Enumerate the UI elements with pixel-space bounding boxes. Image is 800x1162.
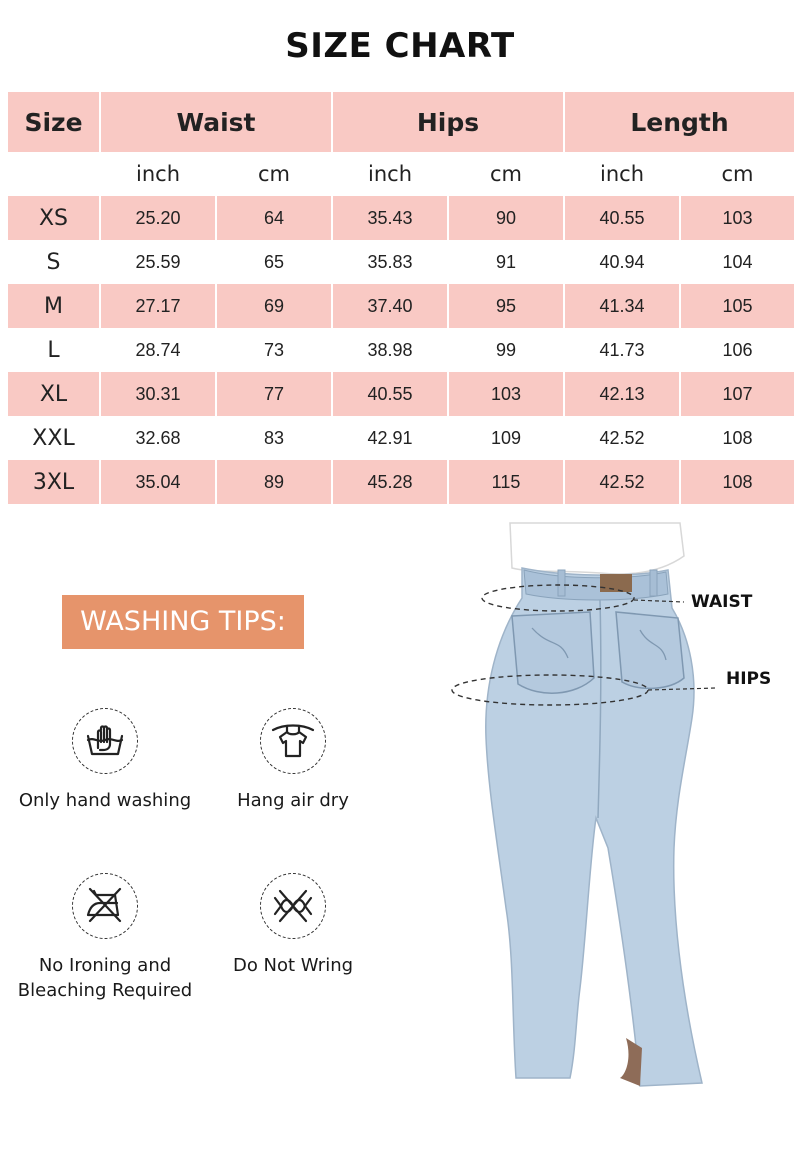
waist-inch-cell: 27.17 xyxy=(101,284,215,328)
waist-cm-cell: 77 xyxy=(217,372,331,416)
size-cell: L xyxy=(47,337,60,363)
hips-inch-cell: 45.28 xyxy=(333,460,447,504)
hips-cm-cell: 103 xyxy=(449,372,563,416)
hang-dry-icon xyxy=(260,708,326,774)
waist-cm-cell: 73 xyxy=(263,339,285,360)
unit-length-inch: inch xyxy=(600,162,644,186)
length-cm-cell: 108 xyxy=(722,427,753,448)
hips-inch-cell: 35.83 xyxy=(367,251,413,272)
hips-cm-cell: 91 xyxy=(495,251,517,272)
length-inch-cell: 41.73 xyxy=(599,339,645,360)
waist-inch-cell: 35.04 xyxy=(101,460,215,504)
hips-inch-cell: 42.91 xyxy=(367,427,413,448)
hips-inch-cell: 35.43 xyxy=(333,196,447,240)
unit-row xyxy=(8,152,794,196)
tip-hand-wash xyxy=(10,708,200,813)
unit-empty xyxy=(8,152,99,196)
unit-hips-cm: cm xyxy=(489,162,522,186)
size-cell: XL xyxy=(8,372,99,416)
hips-cm-cell: 95 xyxy=(449,284,563,328)
length-cm-cell: 105 xyxy=(681,284,794,328)
hips-inch-cell: 38.98 xyxy=(367,339,413,360)
header-size: Size xyxy=(8,92,99,152)
length-cm-cell: 104 xyxy=(722,251,753,272)
length-inch-cell: 41.34 xyxy=(565,284,679,328)
hips-cm-cell: 99 xyxy=(495,339,517,360)
hips-inch-cell: 40.55 xyxy=(333,372,447,416)
tip-label: Do Not Wring xyxy=(232,955,354,976)
waist-inch-cell: 28.74 xyxy=(135,339,181,360)
table-row xyxy=(8,328,794,372)
size-cell: XS xyxy=(8,196,99,240)
length-cm-cell: 106 xyxy=(722,339,753,360)
waist-cm-cell: 89 xyxy=(217,460,331,504)
table-row xyxy=(8,372,794,416)
length-inch-cell: 42.52 xyxy=(599,427,645,448)
tip-no-ironing xyxy=(10,873,200,1003)
tip-label: Hang air dry xyxy=(237,790,349,811)
waist-cm-cell: 64 xyxy=(217,196,331,240)
table-row xyxy=(8,240,794,284)
tip-hang-dry xyxy=(198,708,388,813)
header-row xyxy=(8,92,794,152)
washing-tips-heading: WASHING TIPS: xyxy=(62,595,304,649)
waist-inch-cell: 30.31 xyxy=(101,372,215,416)
unit-waist-inch: inch xyxy=(136,162,180,186)
table-row xyxy=(8,416,794,460)
header-length: Length xyxy=(565,92,794,152)
waist-inch-cell: 32.68 xyxy=(135,427,181,448)
length-inch-cell: 40.94 xyxy=(599,251,645,272)
unit-length-cm: cm xyxy=(721,162,754,186)
waist-inch-cell: 25.59 xyxy=(135,251,181,272)
page-title: SIZE CHART xyxy=(285,26,515,66)
length-cm-cell: 103 xyxy=(681,196,794,240)
no-ironing-icon xyxy=(72,873,138,939)
tip-label: Only hand washing xyxy=(18,790,192,811)
size-cell: 3XL xyxy=(8,460,99,504)
length-inch-cell: 40.55 xyxy=(565,196,679,240)
hips-cm-cell: 90 xyxy=(449,196,563,240)
table-row xyxy=(8,460,794,504)
length-inch-cell: 42.52 xyxy=(565,460,679,504)
no-wring-icon xyxy=(260,873,326,939)
hand-wash-icon xyxy=(72,708,138,774)
table-row xyxy=(8,196,794,240)
header-waist: Waist xyxy=(101,92,331,152)
tip-label: No Ironing and Bleaching Required xyxy=(17,955,193,1001)
waist-cm-cell: 83 xyxy=(263,427,285,448)
hips-inch-cell: 37.40 xyxy=(333,284,447,328)
table-row xyxy=(8,284,794,328)
size-cell: XXL xyxy=(32,425,75,451)
size-cell: M xyxy=(8,284,99,328)
tip-no-wring xyxy=(198,873,388,978)
size-chart-table xyxy=(6,92,796,504)
unit-waist-cm: cm xyxy=(257,162,290,186)
waist-label: WAIST xyxy=(691,592,753,612)
waist-inch-cell: 25.20 xyxy=(101,196,215,240)
hips-cm-cell: 115 xyxy=(449,460,563,504)
unit-hips-inch: inch xyxy=(368,162,412,186)
size-cell: S xyxy=(46,249,61,275)
waist-cm-cell: 65 xyxy=(263,251,285,272)
hips-cm-cell: 109 xyxy=(490,427,522,448)
length-cm-cell: 108 xyxy=(681,460,794,504)
length-inch-cell: 42.13 xyxy=(565,372,679,416)
header-hips: Hips xyxy=(333,92,563,152)
hips-label: HIPS xyxy=(726,669,772,689)
length-cm-cell: 107 xyxy=(681,372,794,416)
waist-cm-cell: 69 xyxy=(217,284,331,328)
